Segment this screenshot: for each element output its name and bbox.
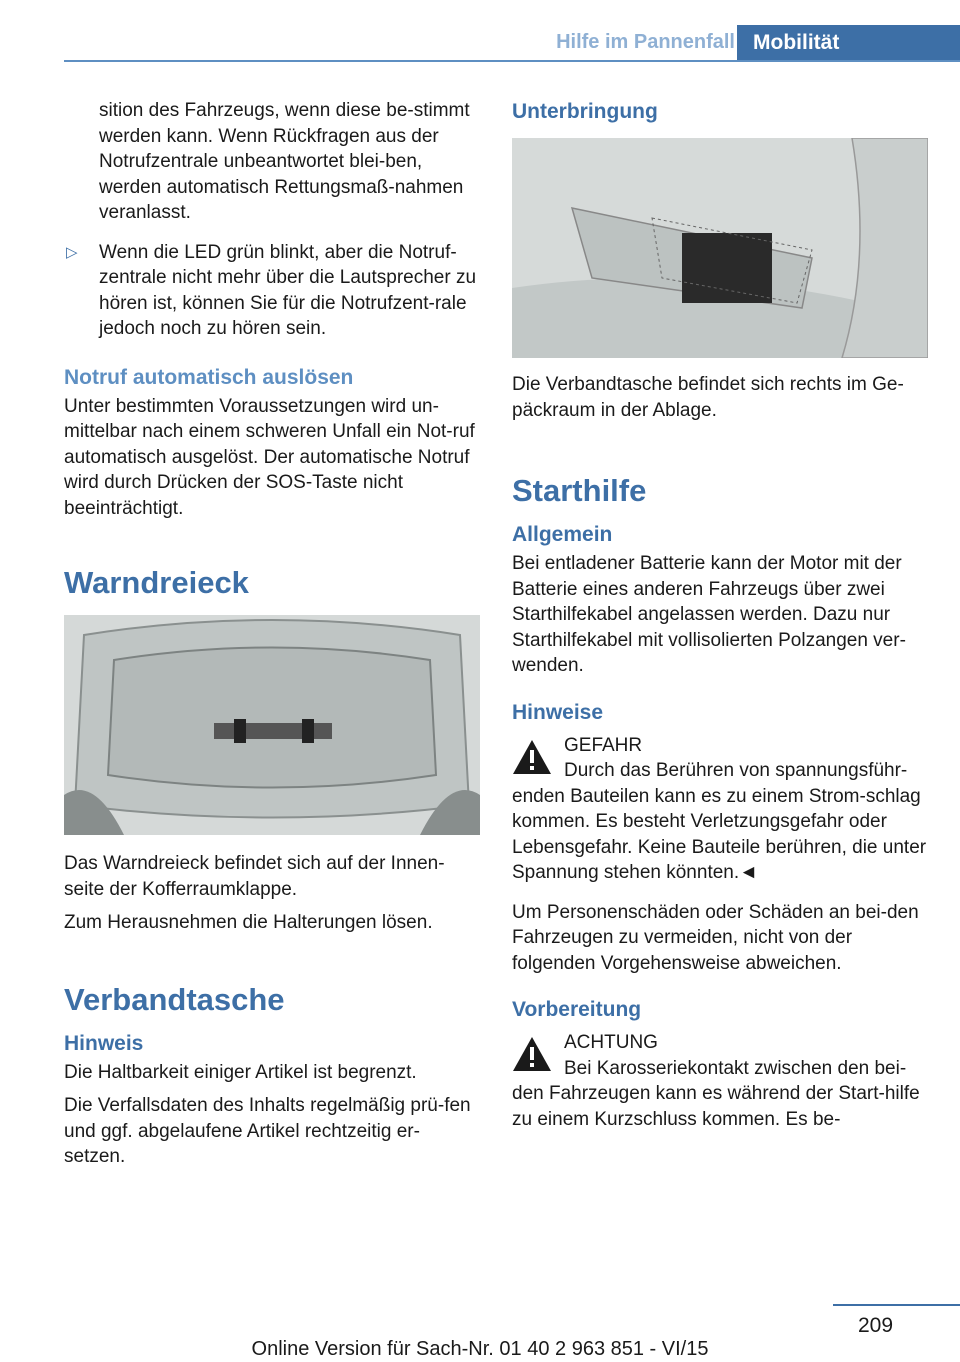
list-item — [64, 240, 480, 342]
continued-paragraph: sition des Fahrzeugs, wenn diese be-stimmt werden kann. Wenn Rückfragen aus der Notrufzentrale unbeantwortet blei-ben, werden automatisch Rettungsmaß-nahmen veranlasst. — [99, 100, 470, 223]
heading-hinweise: Hinweise — [512, 700, 604, 724]
warning-text: Durch das Berühren von spannungsführ-enden Bauteilen kann es zu einem Strom-schlag kommen. Es besteht Verletzungsgefahr oder Lebensgefahr. Keine Bauteile berühren, die unter Spannung stehen könnten.◄ — [512, 760, 927, 883]
left-column — [64, 98, 480, 1178]
paragraph-hinweis-1: Die Haltbarkeit einiger Artikel ist begrenzt. — [64, 1061, 417, 1083]
warning-title: ACHTUNG — [564, 1032, 658, 1053]
paragraph-personenschaeden: Um Personenschäden oder Schäden an bei-den Fahrzeugen zu vermeiden, nicht von der folgenden Vorgehensweise abweichen. — [512, 901, 919, 974]
warning-achtung — [512, 1030, 928, 1056]
warning-triangle-icon — [512, 739, 552, 775]
heading-starthilfe: Starthilfe — [512, 473, 647, 508]
heading-hinweis: Hinweis — [64, 1031, 144, 1055]
heading-verbandtasche: Verbandtasche — [64, 981, 285, 1017]
paragraph-hinweis-2: Die Verfallsdaten des Inhalts regelmäßig prü-fen und ggf. abgelaufene Artikel rechtzeitig er-setzen. — [64, 1095, 471, 1167]
header-section-title: Hilfe im Pannenfall — [556, 31, 735, 53]
heading-notruf-auto: Notruf automatisch auslösen — [64, 365, 354, 389]
paragraph-allgemein: Bei entladener Batterie kann der Motor mit der Batterie eines anderen Fahrzeugs über zwei Starthilfekabel angelassen werden. Dazu nur Starthilfekabel mit vollisolierten Polzangen ver-wenden. — [512, 553, 906, 676]
page-number: 209 — [858, 1314, 894, 1337]
bullet-triangle-icon: ▷ — [66, 243, 78, 261]
warning-gefahr — [512, 733, 928, 759]
heading-warndreieck: Warndreieck — [64, 565, 249, 600]
heading-allgemein: Allgemein — [512, 523, 613, 546]
footer-text: Online Version für Sach-Nr. 01 40 2 963 851 - VI/15 — [251, 1338, 709, 1360]
warning-title: GEFAHR — [564, 734, 643, 756]
list-item-text: Wenn die LED grün blinkt, aber die Notruf-zentrale nicht mehr über die Lautsprecher zu hören ist, können Sie für die Notrufzent-rale jedoch noch zu hören sein. — [99, 241, 477, 339]
warning-text: Bei Karosseriekontakt zwischen den bei-den Fahrzeugen kann es während der Start-hilfe zu einem Kurzschluss kommen. Es be- — [512, 1057, 920, 1130]
paragraph-warndreieck-2: Zum Herausnehmen die Halterungen lösen. — [64, 912, 433, 933]
heading-unterbringung: Unterbringung — [512, 100, 658, 123]
trunk-lid-photo — [64, 615, 480, 835]
warning-triangle-icon — [512, 1036, 552, 1072]
paragraph-warndreieck-1: Das Warndreieck befindet sich auf der Innen-seite der Kofferraumklappe. — [64, 853, 445, 900]
paragraph-notruf-auto: Unter bestimmten Voraussetzungen wird un-mittelbar nach einem schweren Unfall ein Not-ruf automatisch ausgelöst. Der automatische Notruf wird durch Drücken der SOS-Taste nicht beeinträchtigt. — [64, 395, 475, 519]
paragraph-unterbringung: Die Verbandtasche befindet sich rechts im Ge-päckraum in der Ablage. — [512, 374, 904, 421]
footer-rule — [833, 1304, 960, 1306]
header-rule — [64, 60, 960, 62]
right-column — [512, 98, 928, 1140]
luggage-net-photo — [512, 138, 928, 358]
heading-vorbereitung: Vorbereitung — [512, 998, 642, 1021]
header-chapter-tab: Mobilität — [737, 25, 960, 61]
